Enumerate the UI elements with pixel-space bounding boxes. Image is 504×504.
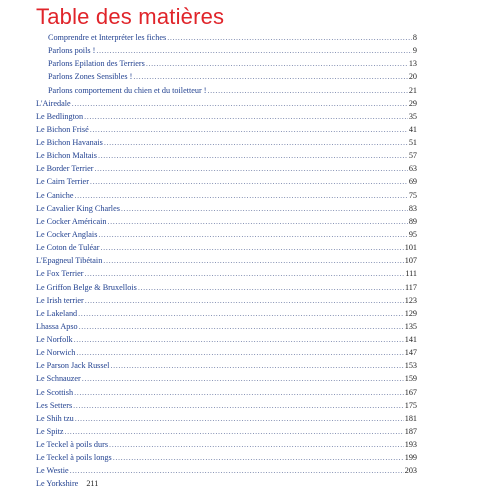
toc-entry-label: L'Airedale xyxy=(36,98,71,108)
toc-entry-label: Le Cocker Anglais xyxy=(36,230,98,239)
toc-entry[interactable] xyxy=(36,348,417,360)
toc-entry-label: Le Cairn Terrier xyxy=(36,177,89,187)
toc-title: Table des matières xyxy=(36,4,225,29)
toc-entry-label: Le Norfolk xyxy=(36,335,73,344)
toc-entry[interactable] xyxy=(36,243,417,255)
toc-entry-label: Comprendre et Interpréter les fiches xyxy=(48,33,167,42)
toc-entry-page-number: 117 xyxy=(405,282,417,292)
toc-entry-page-number: 63 xyxy=(408,164,417,174)
toc-entry[interactable] xyxy=(36,217,417,229)
toc-entry-label: Le Bichon Frisé xyxy=(36,124,89,134)
dot-leader xyxy=(110,361,403,370)
toc-entry-label: Le Yorkshire xyxy=(36,479,79,489)
toc-entry[interactable] xyxy=(36,177,417,189)
dot-leader xyxy=(109,440,404,449)
toc-entry-label: Le Norwich xyxy=(36,348,76,358)
toc-entry-label: Parlons comportement du chien et du toiletteur ! xyxy=(48,85,207,95)
toc-entry-page-number: 187 xyxy=(404,426,417,436)
toc-entry-page-number: 167 xyxy=(404,387,417,397)
dot-leader xyxy=(121,204,408,213)
toc-entry-page-number: 107 xyxy=(404,256,417,266)
toc-entry-label: Les Setters xyxy=(36,400,73,410)
toc-entry[interactable] xyxy=(48,72,417,84)
toc-entry[interactable] xyxy=(36,191,417,203)
toc-entry-label: Le Shih tzu xyxy=(36,413,74,423)
toc-entry[interactable] xyxy=(36,479,156,491)
toc-entry-page-number: 29 xyxy=(408,98,417,108)
dot-leader xyxy=(74,335,404,344)
toc-entry-page-number: 9 xyxy=(412,46,417,56)
dot-leader xyxy=(90,125,408,134)
toc-entry-page-number: 89 xyxy=(408,216,417,226)
toc-entry-label: Le Caniche xyxy=(36,190,74,200)
toc-entry-label: Le Bichon Havanais xyxy=(36,138,103,147)
toc-entry[interactable] xyxy=(48,46,417,58)
dot-leader xyxy=(75,414,404,423)
toc-entry[interactable] xyxy=(36,401,417,413)
toc-entry-page-number: 129 xyxy=(404,308,417,318)
dot-leader xyxy=(98,230,407,239)
dot-leader xyxy=(207,86,407,95)
dot-leader xyxy=(78,309,404,318)
toc-entry-page-number: 57 xyxy=(408,151,417,161)
toc-entry[interactable] xyxy=(36,453,417,465)
toc-entry-label: L'Epagneul Tibétain xyxy=(36,256,103,266)
toc-entry-page-number: 111 xyxy=(405,269,417,279)
toc-entry-page-number: 203 xyxy=(404,466,417,476)
toc-entry[interactable] xyxy=(36,151,417,163)
toc-entry-page-number: 95 xyxy=(408,230,417,239)
toc-entry-label: Le Teckel à poils longs xyxy=(36,453,112,463)
dot-leader xyxy=(82,374,404,383)
toc-entry[interactable] xyxy=(36,440,417,452)
toc-entry[interactable] xyxy=(36,427,417,439)
toc-entry-page-number: 193 xyxy=(404,440,417,449)
toc-entry-page-number: 20 xyxy=(408,72,417,82)
toc-entry[interactable] xyxy=(36,322,417,334)
toc-entry-page-number: 159 xyxy=(404,374,417,384)
dot-leader xyxy=(133,72,407,81)
dot-leader xyxy=(107,217,407,226)
dot-leader xyxy=(90,177,408,186)
toc-entry-page-number: 101 xyxy=(404,243,417,253)
toc-entry[interactable] xyxy=(36,414,417,426)
toc-entry-page-number: 21 xyxy=(408,85,417,95)
dot-leader xyxy=(84,112,408,121)
dot-leader xyxy=(84,269,404,278)
toc-entry-page-number: 13 xyxy=(408,59,417,69)
toc-entry-page-number: 141 xyxy=(404,335,417,344)
toc-entry-label: Le Fox Terrier xyxy=(36,269,84,279)
toc-entry[interactable] xyxy=(36,466,417,478)
toc-entry-label: Lhassa Apso xyxy=(36,321,78,331)
toc-entry-label: Le Westie xyxy=(36,466,69,476)
toc-entry-label: Le Scottish xyxy=(36,387,74,397)
toc-entry-label: Le Griffon Belge & Bruxellois xyxy=(36,282,137,292)
toc-entry[interactable] xyxy=(36,99,417,111)
toc-entry-label: Le Bichon Maltais xyxy=(36,151,97,161)
dot-leader xyxy=(76,348,403,357)
toc-entry-label: Parlons Epilation des Terriers xyxy=(48,59,145,69)
toc-entry-label: Parlons Zones Sensibles ! xyxy=(48,72,133,82)
dot-leader xyxy=(103,256,403,265)
toc-entry-page-number: 135 xyxy=(404,321,417,331)
toc-entry-label: Le Irish terrier xyxy=(36,295,84,305)
toc-entry[interactable] xyxy=(36,269,417,281)
toc-entry-page-number: 147 xyxy=(404,348,417,358)
toc-entry[interactable] xyxy=(36,335,417,347)
dot-leader xyxy=(96,46,412,55)
toc-entry-page-number: 51 xyxy=(408,138,417,147)
toc-entry[interactable] xyxy=(36,125,417,137)
toc-entry-label: Le Lakeland xyxy=(36,308,78,318)
dot-leader xyxy=(74,388,404,397)
toc-entry-page-number: 83 xyxy=(408,203,417,213)
toc-entry[interactable] xyxy=(36,309,417,321)
toc-entry[interactable] xyxy=(48,59,417,71)
toc-entry[interactable] xyxy=(48,86,417,98)
dot-leader xyxy=(94,164,407,173)
dot-leader xyxy=(73,401,404,410)
dot-leader xyxy=(138,283,404,292)
dot-leader xyxy=(65,427,404,436)
toc-entry-label: Parlons poils ! xyxy=(48,46,96,56)
dot-leader xyxy=(75,191,408,200)
toc-entry[interactable] xyxy=(36,296,417,308)
toc-entry[interactable] xyxy=(36,230,417,242)
toc-entry[interactable] xyxy=(36,388,417,400)
dot-leader xyxy=(70,466,404,475)
toc-entry-label: Le Parson Jack Russel xyxy=(36,361,110,371)
toc-entry[interactable] xyxy=(36,361,417,373)
toc-entry-page-number: 69 xyxy=(408,177,417,187)
toc-entry[interactable] xyxy=(36,283,417,295)
toc-entry-page-number: 211 xyxy=(86,479,99,489)
toc-entry-page-number: 41 xyxy=(408,124,417,134)
toc-entry[interactable] xyxy=(36,256,417,268)
toc-entry-page-number: 199 xyxy=(404,453,417,463)
toc-entry-label: Le Bedlington xyxy=(36,111,84,121)
toc-entry-page-number: 8 xyxy=(412,33,417,42)
toc-entry-label: Le Schnauzer xyxy=(36,374,81,384)
dot-leader xyxy=(85,296,404,305)
dot-leader xyxy=(104,138,408,147)
dot-leader xyxy=(98,151,408,160)
toc-entry-label: Le Cavalier King Charles xyxy=(36,203,120,213)
toc-entry-page-number: 35 xyxy=(408,111,417,121)
toc-entry-page-number: 181 xyxy=(404,413,417,423)
dot-leader xyxy=(113,453,404,462)
dot-leader xyxy=(167,33,412,42)
toc-entry[interactable] xyxy=(36,204,417,216)
dot-leader xyxy=(72,99,408,108)
toc-entry[interactable] xyxy=(36,138,417,150)
toc-entry[interactable] xyxy=(36,374,417,386)
toc-entry-label: Le Cocker Américain xyxy=(36,216,107,226)
dot-leader xyxy=(146,59,408,68)
toc-entry-page-number: 123 xyxy=(404,295,417,305)
toc-entry-label: Le Coton de Tuléar xyxy=(36,243,100,253)
dot-leader xyxy=(100,243,403,252)
toc-entry-label: Le Teckel à poils durs xyxy=(36,440,109,449)
toc-entry-page-number: 153 xyxy=(404,361,417,371)
toc-entry-page-number: 75 xyxy=(408,190,417,200)
toc-entry[interactable] xyxy=(36,164,417,176)
toc-entry-label: Le Spitz xyxy=(36,426,64,436)
dot-leader xyxy=(79,322,404,331)
toc-entry-label: Le Border Terrier xyxy=(36,164,94,174)
toc-entry[interactable] xyxy=(36,112,417,124)
toc-entry[interactable] xyxy=(48,33,417,45)
toc-entry-page-number: 175 xyxy=(404,400,417,410)
